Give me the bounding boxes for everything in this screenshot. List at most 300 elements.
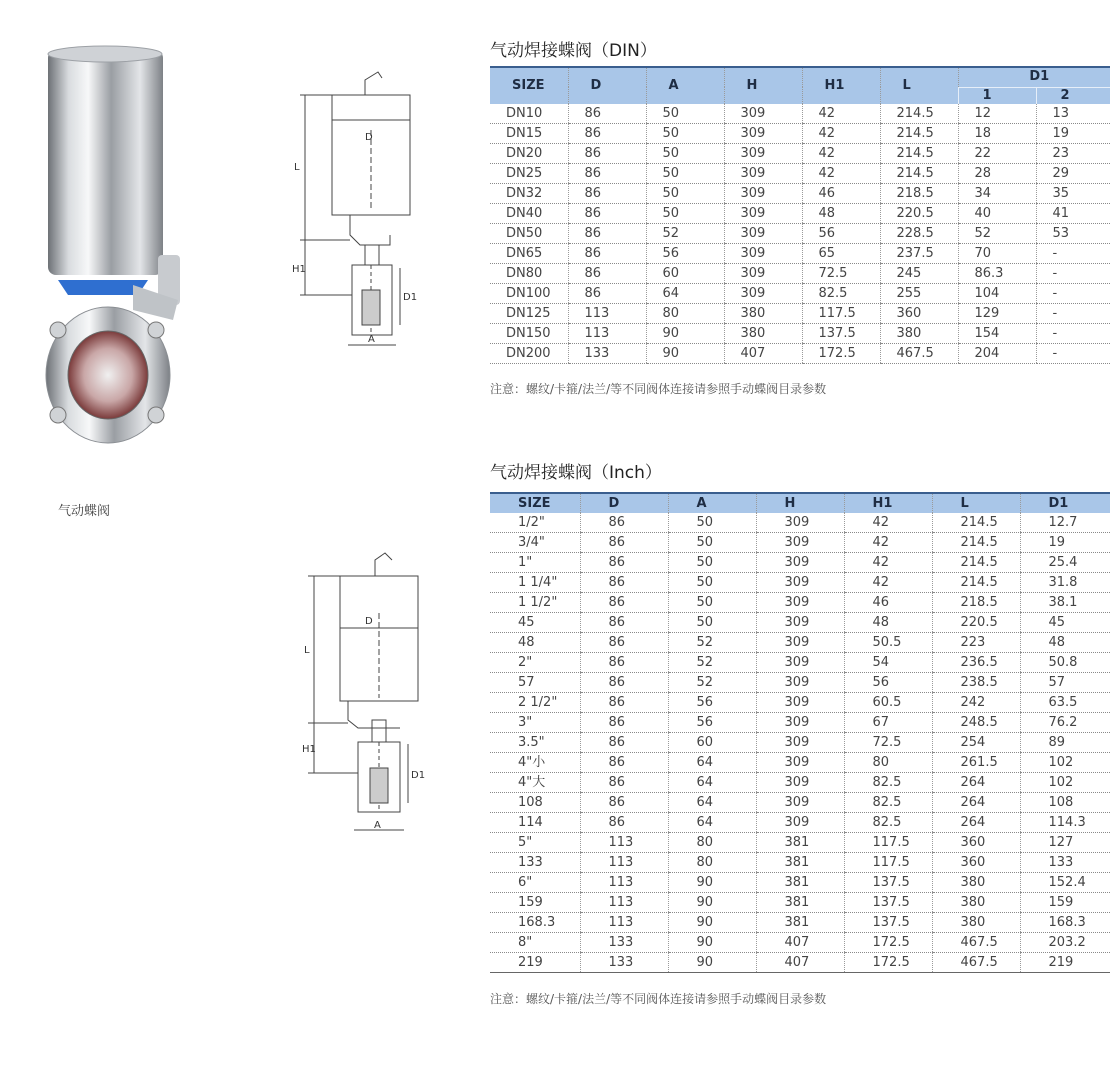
table-cell: 90 bbox=[646, 324, 724, 344]
table-cell: 159 bbox=[490, 893, 580, 913]
table-cell: 137.5 bbox=[802, 324, 880, 344]
table-cell: 22 bbox=[958, 144, 1036, 164]
table-cell: 45 bbox=[490, 613, 580, 633]
table-cell: 80 bbox=[646, 304, 724, 324]
table-cell: 309 bbox=[724, 164, 802, 184]
table-cell: 360 bbox=[932, 833, 1020, 853]
table-cell: 117.5 bbox=[802, 304, 880, 324]
table-cell: 152.4 bbox=[1020, 873, 1110, 893]
din-header-h: H bbox=[724, 67, 802, 104]
table-cell: DN200 bbox=[490, 344, 568, 364]
photo-caption: 气动蝶阀 bbox=[58, 504, 111, 519]
table-cell: 214.5 bbox=[880, 144, 958, 164]
table-cell: 219 bbox=[1020, 953, 1110, 973]
din-spec-table bbox=[490, 66, 1110, 364]
table-cell: DN125 bbox=[490, 304, 568, 324]
table-cell: 86 bbox=[568, 264, 646, 284]
table-cell: 12 bbox=[958, 104, 1036, 124]
table-row bbox=[490, 513, 1110, 533]
table-cell: 50.8 bbox=[1020, 653, 1110, 673]
inch-header-d: D bbox=[580, 493, 668, 513]
table-row bbox=[490, 813, 1110, 833]
table-cell: 82.5 bbox=[844, 813, 932, 833]
table-cell: 223 bbox=[932, 633, 1020, 653]
table-cell: 41 bbox=[1036, 204, 1110, 224]
inch-header-size: SIZE bbox=[490, 493, 580, 513]
table-cell: 133 bbox=[580, 953, 668, 973]
table-cell: 86 bbox=[568, 124, 646, 144]
table-cell: 57 bbox=[490, 673, 580, 693]
table-cell: 4"大 bbox=[490, 773, 580, 793]
table-row bbox=[490, 913, 1110, 933]
table-cell: 113 bbox=[580, 893, 668, 913]
table-cell: 1" bbox=[490, 553, 580, 573]
inch-note: 注意：螺纹/卡箍/法兰/等不同阀体连接请参照手动蝶阀目录参数 bbox=[490, 992, 827, 1006]
table-cell: 218.5 bbox=[880, 184, 958, 204]
table-cell: DN10 bbox=[490, 104, 568, 124]
dim-l-top: L bbox=[294, 162, 300, 173]
table-cell: 114.3 bbox=[1020, 813, 1110, 833]
table-cell: 42 bbox=[802, 164, 880, 184]
table-cell: DN100 bbox=[490, 284, 568, 304]
table-cell: 19 bbox=[1020, 533, 1110, 553]
table-cell: 50 bbox=[646, 164, 724, 184]
table-cell: 76.2 bbox=[1020, 713, 1110, 733]
table-row bbox=[490, 853, 1110, 873]
table-cell: DN80 bbox=[490, 264, 568, 284]
table-cell: 60 bbox=[646, 264, 724, 284]
table-cell: 64 bbox=[668, 793, 756, 813]
table-cell: 86 bbox=[580, 513, 668, 533]
table-row bbox=[490, 773, 1110, 793]
din-header-d1-1: 1 bbox=[958, 87, 1036, 104]
table-cell: 52 bbox=[668, 673, 756, 693]
table-cell: 72.5 bbox=[844, 733, 932, 753]
inch-header-h1: H1 bbox=[844, 493, 932, 513]
table-cell: 407 bbox=[724, 344, 802, 364]
table-cell: 407 bbox=[756, 933, 844, 953]
table-cell: 309 bbox=[756, 773, 844, 793]
table-row bbox=[490, 873, 1110, 893]
table-row bbox=[490, 304, 1110, 324]
valve-photo bbox=[38, 40, 188, 445]
table-cell: DN50 bbox=[490, 224, 568, 244]
table-cell: 309 bbox=[756, 753, 844, 773]
table-cell: 29 bbox=[1036, 164, 1110, 184]
table-row bbox=[490, 533, 1110, 553]
table-cell: 236.5 bbox=[932, 653, 1020, 673]
table-cell: 86 bbox=[580, 813, 668, 833]
table-cell: 214.5 bbox=[880, 104, 958, 124]
table-cell: 25.4 bbox=[1020, 553, 1110, 573]
table-cell: 56 bbox=[668, 693, 756, 713]
table-cell: 86 bbox=[580, 653, 668, 673]
table-cell: 18 bbox=[958, 124, 1036, 144]
table-cell: 214.5 bbox=[932, 513, 1020, 533]
table-cell: 381 bbox=[756, 833, 844, 853]
table-cell: 214.5 bbox=[932, 573, 1020, 593]
table-cell: 255 bbox=[880, 284, 958, 304]
table-cell: 309 bbox=[756, 553, 844, 573]
table-cell: - bbox=[1036, 344, 1110, 364]
table-cell: 86 bbox=[580, 553, 668, 573]
table-cell: 220.5 bbox=[880, 204, 958, 224]
table-cell: 467.5 bbox=[932, 933, 1020, 953]
din-header-d1: D1 bbox=[958, 67, 1110, 87]
dim-d-bottom: D bbox=[365, 616, 373, 627]
table-cell: 172.5 bbox=[844, 933, 932, 953]
table-cell: 57 bbox=[1020, 673, 1110, 693]
table-row bbox=[490, 573, 1110, 593]
table-cell: 90 bbox=[668, 933, 756, 953]
table-cell: 45 bbox=[1020, 613, 1110, 633]
table-row bbox=[490, 324, 1110, 344]
table-cell: 102 bbox=[1020, 773, 1110, 793]
din-header-h1: H1 bbox=[802, 67, 880, 104]
table-cell: 64 bbox=[668, 753, 756, 773]
table-cell: - bbox=[1036, 304, 1110, 324]
table-cell: 42 bbox=[844, 573, 932, 593]
table-cell: 50 bbox=[668, 533, 756, 553]
table-cell: 52 bbox=[668, 633, 756, 653]
table-row bbox=[490, 953, 1110, 973]
table-cell: 309 bbox=[756, 813, 844, 833]
table-cell: - bbox=[1036, 244, 1110, 264]
table-cell: 56 bbox=[802, 224, 880, 244]
table-row bbox=[490, 344, 1110, 364]
table-cell: 38.1 bbox=[1020, 593, 1110, 613]
table-cell: 50 bbox=[668, 553, 756, 573]
table-cell: DN150 bbox=[490, 324, 568, 344]
table-cell: 381 bbox=[756, 853, 844, 873]
dim-l-bottom: L bbox=[304, 645, 310, 656]
table-cell: - bbox=[1036, 264, 1110, 284]
table-cell: 12.7 bbox=[1020, 513, 1110, 533]
table-cell: 60 bbox=[668, 733, 756, 753]
table-row bbox=[490, 653, 1110, 673]
table-cell: 117.5 bbox=[844, 833, 932, 853]
table-cell: 50 bbox=[668, 613, 756, 633]
table-cell: 309 bbox=[756, 653, 844, 673]
table-cell: 133 bbox=[568, 344, 646, 364]
table-cell: 28 bbox=[958, 164, 1036, 184]
table-cell: 380 bbox=[724, 324, 802, 344]
table-cell: 86 bbox=[568, 244, 646, 264]
table-cell: 50 bbox=[668, 573, 756, 593]
table-cell: 5" bbox=[490, 833, 580, 853]
table-row bbox=[490, 104, 1110, 124]
table-cell: 407 bbox=[756, 953, 844, 973]
table-cell: 42 bbox=[802, 124, 880, 144]
table-cell: 82.5 bbox=[844, 793, 932, 813]
table-cell: 168.3 bbox=[1020, 913, 1110, 933]
table-cell: 467.5 bbox=[932, 953, 1020, 973]
table-row bbox=[490, 553, 1110, 573]
table-cell: 113 bbox=[568, 324, 646, 344]
table-cell: 218.5 bbox=[932, 593, 1020, 613]
table-cell: 237.5 bbox=[880, 244, 958, 264]
table-cell: 137.5 bbox=[844, 913, 932, 933]
dim-d1-top: D1 bbox=[403, 292, 418, 303]
table-row bbox=[490, 793, 1110, 813]
table-row bbox=[490, 833, 1110, 853]
table-cell: 1 1/4" bbox=[490, 573, 580, 593]
table-row bbox=[490, 613, 1110, 633]
table-cell: 8" bbox=[490, 933, 580, 953]
table-cell: 42 bbox=[844, 513, 932, 533]
table-cell: 309 bbox=[724, 224, 802, 244]
table-cell: 86 bbox=[580, 573, 668, 593]
table-row bbox=[490, 673, 1110, 693]
table-cell: 3" bbox=[490, 713, 580, 733]
dim-d1-bottom: D1 bbox=[411, 770, 426, 781]
table-cell: 137.5 bbox=[844, 873, 932, 893]
table-cell: 64 bbox=[668, 813, 756, 833]
table-row bbox=[490, 224, 1110, 244]
table-cell: 309 bbox=[724, 284, 802, 304]
din-header-d1-2: 2 bbox=[1036, 87, 1110, 104]
dim-a-top: A bbox=[368, 334, 375, 345]
table-cell: 86 bbox=[580, 733, 668, 753]
table-cell: 80 bbox=[844, 753, 932, 773]
table-row bbox=[490, 164, 1110, 184]
table-cell: 381 bbox=[756, 873, 844, 893]
table-cell: 52 bbox=[646, 224, 724, 244]
table-cell: 48 bbox=[802, 204, 880, 224]
table-cell: 86 bbox=[568, 224, 646, 244]
table-cell: 64 bbox=[646, 284, 724, 304]
table-cell: 113 bbox=[580, 853, 668, 873]
table-cell: 2 1/2" bbox=[490, 693, 580, 713]
dim-a-bottom: A bbox=[374, 820, 381, 831]
table-cell: 1/2" bbox=[490, 513, 580, 533]
table-cell: 309 bbox=[756, 713, 844, 733]
table-cell: 65 bbox=[802, 244, 880, 264]
table-cell: DN32 bbox=[490, 184, 568, 204]
table-cell: 72.5 bbox=[802, 264, 880, 284]
table-cell: 90 bbox=[646, 344, 724, 364]
table-cell: 86 bbox=[580, 673, 668, 693]
table-cell: 82.5 bbox=[844, 773, 932, 793]
table-cell: 220.5 bbox=[932, 613, 1020, 633]
table-cell: - bbox=[1036, 324, 1110, 344]
inch-spec-table bbox=[490, 492, 1110, 973]
table-cell: 214.5 bbox=[932, 553, 1020, 573]
table-cell: 133 bbox=[490, 853, 580, 873]
table-cell: 60.5 bbox=[844, 693, 932, 713]
table-cell: 48 bbox=[490, 633, 580, 653]
table-cell: 13 bbox=[1036, 104, 1110, 124]
table-row bbox=[490, 753, 1110, 773]
table-cell: 381 bbox=[756, 893, 844, 913]
table-cell: DN65 bbox=[490, 244, 568, 264]
table-cell: 48 bbox=[844, 613, 932, 633]
table-cell: 40 bbox=[958, 204, 1036, 224]
table-cell: 309 bbox=[756, 633, 844, 653]
table-cell: 50 bbox=[646, 204, 724, 224]
drawing-inch bbox=[300, 548, 440, 840]
table-cell: 309 bbox=[756, 793, 844, 813]
din-header-a: A bbox=[646, 67, 724, 104]
table-cell: 102 bbox=[1020, 753, 1110, 773]
table-cell: 46 bbox=[802, 184, 880, 204]
table-cell: 86.3 bbox=[958, 264, 1036, 284]
table-cell: 86 bbox=[580, 773, 668, 793]
table-cell: 86 bbox=[580, 533, 668, 553]
table-cell: 42 bbox=[844, 533, 932, 553]
table-cell: DN25 bbox=[490, 164, 568, 184]
table-cell: 309 bbox=[756, 533, 844, 553]
inch-header-d1: D1 bbox=[1020, 493, 1110, 513]
table-cell: 133 bbox=[580, 933, 668, 953]
table-cell: 6" bbox=[490, 873, 580, 893]
table-row bbox=[490, 204, 1110, 224]
table-cell: 56 bbox=[668, 713, 756, 733]
table-cell: 42 bbox=[844, 553, 932, 573]
table-cell: 31.8 bbox=[1020, 573, 1110, 593]
table-cell: 113 bbox=[580, 913, 668, 933]
table-cell: 261.5 bbox=[932, 753, 1020, 773]
table-cell: DN15 bbox=[490, 124, 568, 144]
table-cell: 168.3 bbox=[490, 913, 580, 933]
table-cell: 380 bbox=[724, 304, 802, 324]
table-cell: 172.5 bbox=[844, 953, 932, 973]
table-row bbox=[490, 693, 1110, 713]
table-cell: 3.5" bbox=[490, 733, 580, 753]
table-cell: 159 bbox=[1020, 893, 1110, 913]
table-cell: 50 bbox=[646, 124, 724, 144]
table-cell: 245 bbox=[880, 264, 958, 284]
table-cell: 113 bbox=[580, 873, 668, 893]
table-cell: 360 bbox=[932, 853, 1020, 873]
table-row bbox=[490, 244, 1110, 264]
table-row bbox=[490, 713, 1110, 733]
table-cell: 56 bbox=[646, 244, 724, 264]
table-cell: 219 bbox=[490, 953, 580, 973]
din-header-l: L bbox=[880, 67, 958, 104]
table-cell: 50 bbox=[646, 104, 724, 124]
table-cell: 380 bbox=[880, 324, 958, 344]
table-cell: 309 bbox=[724, 184, 802, 204]
dim-h1-top: H1 bbox=[292, 264, 306, 275]
table-cell: 86 bbox=[568, 104, 646, 124]
table-cell: 108 bbox=[1020, 793, 1110, 813]
table-cell: 86 bbox=[580, 593, 668, 613]
table-cell: 309 bbox=[756, 733, 844, 753]
table-cell: 86 bbox=[568, 164, 646, 184]
table-cell: - bbox=[1036, 284, 1110, 304]
table-cell: 214.5 bbox=[880, 124, 958, 144]
table-cell: 309 bbox=[756, 573, 844, 593]
table-cell: 129 bbox=[958, 304, 1036, 324]
table-cell: 309 bbox=[724, 124, 802, 144]
table-cell: 56 bbox=[844, 673, 932, 693]
table-row bbox=[490, 124, 1110, 144]
table-cell: 42 bbox=[802, 144, 880, 164]
table-row bbox=[490, 184, 1110, 204]
table-cell: 50 bbox=[668, 593, 756, 613]
table-row bbox=[490, 633, 1110, 653]
table-cell: 86 bbox=[580, 713, 668, 733]
table-cell: 214.5 bbox=[880, 164, 958, 184]
table-cell: 380 bbox=[932, 913, 1020, 933]
table-cell: 114 bbox=[490, 813, 580, 833]
table-cell: 52 bbox=[958, 224, 1036, 244]
inch-header-l: L bbox=[932, 493, 1020, 513]
table-cell: 104 bbox=[958, 284, 1036, 304]
table-cell: 86 bbox=[580, 793, 668, 813]
table-cell: 214.5 bbox=[932, 533, 1020, 553]
table-row bbox=[490, 893, 1110, 913]
table-cell: 50 bbox=[646, 144, 724, 164]
table-cell: 309 bbox=[756, 613, 844, 633]
table-cell: 90 bbox=[668, 913, 756, 933]
table-cell: 80 bbox=[668, 833, 756, 853]
table-cell: 90 bbox=[668, 953, 756, 973]
table-cell: 63.5 bbox=[1020, 693, 1110, 713]
table-row bbox=[490, 144, 1110, 164]
table-cell: 309 bbox=[724, 144, 802, 164]
table-cell: 203.2 bbox=[1020, 933, 1110, 953]
table-cell: 380 bbox=[932, 873, 1020, 893]
table-cell: 35 bbox=[1036, 184, 1110, 204]
table-cell: 53 bbox=[1036, 224, 1110, 244]
table-cell: 3/4" bbox=[490, 533, 580, 553]
table-cell: 309 bbox=[756, 693, 844, 713]
table-cell: 82.5 bbox=[802, 284, 880, 304]
drawing-din bbox=[290, 60, 430, 360]
table-cell: 264 bbox=[932, 793, 1020, 813]
table-cell: 172.5 bbox=[802, 344, 880, 364]
table-cell: 86 bbox=[568, 204, 646, 224]
table-cell: 86 bbox=[580, 693, 668, 713]
table-cell: 154 bbox=[958, 324, 1036, 344]
table-cell: 86 bbox=[580, 633, 668, 653]
table-cell: 86 bbox=[580, 613, 668, 633]
table-cell: 1 1/2" bbox=[490, 593, 580, 613]
table-cell: 127 bbox=[1020, 833, 1110, 853]
table-cell: 309 bbox=[756, 593, 844, 613]
table-cell: 113 bbox=[580, 833, 668, 853]
table-cell: 467.5 bbox=[880, 344, 958, 364]
table-cell: 381 bbox=[756, 913, 844, 933]
table-row bbox=[490, 593, 1110, 613]
table-cell: DN40 bbox=[490, 204, 568, 224]
table-cell: 23 bbox=[1036, 144, 1110, 164]
table-cell: 50 bbox=[646, 184, 724, 204]
table-cell: 46 bbox=[844, 593, 932, 613]
table-cell: 238.5 bbox=[932, 673, 1020, 693]
table-row bbox=[490, 264, 1110, 284]
table-cell: 70 bbox=[958, 244, 1036, 264]
table-cell: 48 bbox=[1020, 633, 1110, 653]
table-cell: 4"小 bbox=[490, 753, 580, 773]
table-cell: 204 bbox=[958, 344, 1036, 364]
din-header-size: SIZE bbox=[490, 67, 568, 104]
inch-header-a: A bbox=[668, 493, 756, 513]
dim-d-top: D bbox=[365, 132, 373, 143]
table-cell: 50.5 bbox=[844, 633, 932, 653]
inch-header-h: H bbox=[756, 493, 844, 513]
table-cell: 117.5 bbox=[844, 853, 932, 873]
table-cell: 137.5 bbox=[844, 893, 932, 913]
table-cell: 248.5 bbox=[932, 713, 1020, 733]
table-cell: 86 bbox=[580, 753, 668, 773]
table-row bbox=[490, 933, 1110, 953]
table-cell: 64 bbox=[668, 773, 756, 793]
table-row bbox=[490, 733, 1110, 753]
table-cell: 380 bbox=[932, 893, 1020, 913]
